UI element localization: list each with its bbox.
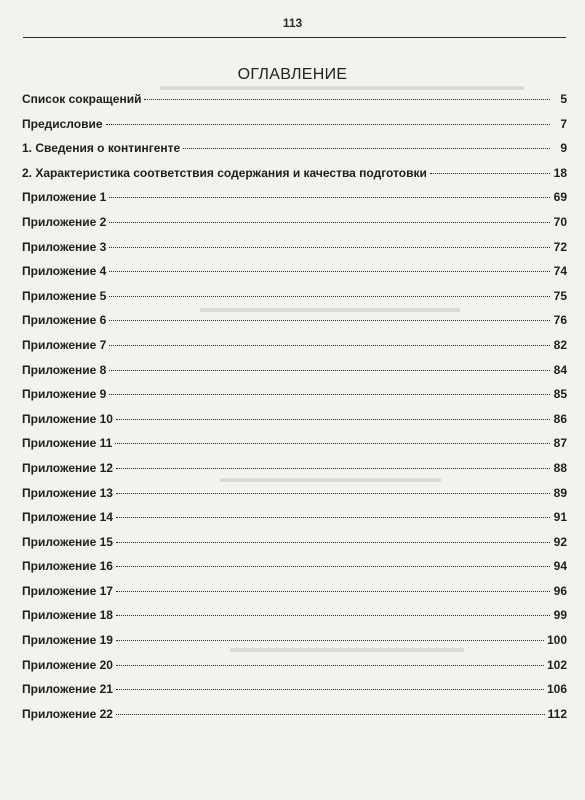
toc-dot-leader — [430, 173, 550, 174]
table-of-contents — [22, 92, 567, 731]
toc-dot-leader — [116, 714, 545, 715]
toc-entry-label: Приложение 6 — [22, 313, 107, 328]
toc-entry[interactable] — [22, 240, 567, 265]
toc-entry[interactable] — [22, 559, 567, 584]
toc-entry-label: Приложение 2 — [22, 214, 107, 229]
toc-entry-label: Приложение 19 — [22, 633, 113, 648]
toc-entry-page: 5 — [560, 92, 567, 106]
toc-dot-leader — [116, 419, 550, 420]
bleed-through-shadow: ▬▬▬▬▬▬▬▬▬▬▬▬▬▬▬▬▬▬ — [230, 640, 464, 655]
toc-entry[interactable] — [22, 436, 567, 461]
toc-dot-leader — [116, 542, 550, 543]
toc-entry[interactable] — [22, 92, 567, 117]
toc-entry-page: 82 — [553, 337, 567, 352]
toc-dot-leader — [109, 222, 550, 223]
toc-dot-leader — [106, 124, 550, 125]
toc-entry-label: Приложение 16 — [22, 559, 113, 574]
toc-dot-leader — [109, 345, 550, 346]
bleed-through-shadow: ▬▬▬▬▬▬▬▬▬▬▬▬▬▬▬▬▬▬▬▬▬▬▬▬▬▬▬▬ — [160, 78, 524, 93]
toc-entry-page: 85 — [553, 387, 567, 402]
toc-entry-label: 2. Характеристика соответствия содержания и качества подготовки — [22, 165, 427, 180]
toc-entry[interactable] — [22, 117, 567, 142]
toc-entry-page: 87 — [553, 436, 567, 451]
toc-entry-page: 76 — [553, 313, 567, 328]
toc-entry-page: 70 — [553, 214, 567, 229]
toc-dot-leader — [109, 247, 550, 248]
toc-entry-page: 74 — [553, 264, 567, 279]
page-number: 113 — [282, 16, 303, 30]
toc-dot-leader — [116, 566, 550, 567]
bleed-through-shadow: ▬▬▬▬▬▬▬▬▬▬▬▬▬▬▬▬▬▬▬▬ — [200, 300, 460, 315]
toc-dot-leader — [109, 320, 550, 321]
toc-entry[interactable] — [22, 166, 567, 191]
toc-entry-label: Приложение 1 — [22, 190, 107, 205]
toc-dot-leader — [109, 394, 550, 395]
toc-entry-label: Приложение 17 — [22, 583, 113, 598]
toc-entry-page: 89 — [553, 485, 567, 500]
toc-entry-page: 102 — [546, 657, 567, 672]
toc-entry-label: Приложение 9 — [22, 387, 107, 402]
toc-entry-page: 96 — [553, 583, 567, 598]
toc-entry[interactable] — [22, 141, 567, 166]
toc-entry-page: 7 — [560, 116, 567, 131]
toc-entry-page: 9 — [560, 141, 567, 156]
toc-entry-label: Приложение 18 — [22, 608, 113, 623]
toc-entry-label: Список сокращений — [22, 92, 142, 106]
toc-entry[interactable] — [22, 584, 567, 609]
toc-entry[interactable] — [22, 264, 567, 289]
toc-dot-leader — [109, 296, 550, 297]
toc-entry-page: 92 — [553, 534, 567, 549]
toc-entry-page: 94 — [553, 559, 567, 574]
toc-entry-label: Приложение 11 — [22, 436, 113, 451]
toc-entry[interactable] — [22, 412, 567, 437]
toc-entry-page: 72 — [553, 239, 567, 254]
toc-entry-label: Приложение 5 — [22, 288, 107, 303]
toc-title: ОГЛАВЛЕНИЕ — [237, 66, 348, 83]
toc-entry-label: Приложение 3 — [22, 239, 107, 254]
toc-dot-leader — [116, 468, 550, 469]
toc-entry[interactable] — [22, 363, 567, 388]
toc-entry-label: 1. Сведения о контингенте — [22, 141, 181, 156]
toc-dot-leader — [116, 615, 550, 616]
toc-entry[interactable] — [22, 486, 567, 511]
toc-entry-page: 99 — [553, 608, 567, 623]
toc-entry-page: 100 — [546, 633, 567, 648]
toc-dot-leader — [116, 517, 550, 518]
toc-entry-label: Приложение 20 — [22, 657, 113, 672]
toc-entry-page: 18 — [553, 165, 567, 180]
toc-entry-label: Предисловие — [22, 116, 103, 131]
toc-entry-label: Приложение 13 — [22, 485, 113, 500]
toc-dot-leader — [116, 689, 544, 690]
toc-dot-leader — [109, 370, 550, 371]
toc-entry[interactable] — [22, 608, 567, 633]
toc-dot-leader — [109, 271, 550, 272]
toc-entry-label: Приложение 10 — [22, 411, 113, 426]
toc-entry-label: Приложение 8 — [22, 362, 107, 377]
toc-dot-leader — [109, 197, 550, 198]
toc-entry[interactable] — [22, 289, 567, 314]
toc-entry-label: Приложение 21 — [22, 682, 113, 697]
toc-entry[interactable] — [22, 313, 567, 338]
toc-entry-page: 91 — [553, 510, 567, 525]
toc-entry-page: 86 — [553, 411, 567, 426]
toc-entry-label: Приложение 15 — [22, 534, 113, 549]
toc-entry-label: Приложение 4 — [22, 264, 107, 279]
toc-entry-page: 106 — [546, 682, 567, 697]
toc-entry-page: 112 — [547, 706, 567, 721]
toc-dot-leader — [116, 493, 550, 494]
toc-entry[interactable] — [22, 338, 567, 363]
toc-entry-label: Приложение 12 — [22, 460, 113, 475]
toc-dot-leader — [183, 148, 550, 149]
toc-entry[interactable] — [22, 633, 567, 658]
toc-dot-leader — [116, 591, 550, 592]
toc-entry-label: Приложение 22 — [22, 706, 113, 721]
bleed-through-shadow: ▬▬▬▬▬▬▬▬▬▬▬▬▬▬▬▬▬ — [220, 470, 441, 485]
toc-dot-leader — [116, 665, 544, 666]
toc-entry[interactable] — [22, 658, 567, 683]
toc-dot-leader — [116, 640, 544, 641]
toc-dot-leader — [115, 443, 550, 444]
toc-entry[interactable] — [22, 461, 567, 486]
toc-entry[interactable] — [22, 510, 567, 535]
header-rule — [23, 37, 566, 38]
toc-entry[interactable] — [22, 535, 567, 560]
toc-entry-page: 75 — [553, 288, 567, 303]
toc-entry-page: 69 — [553, 190, 567, 205]
toc-dot-leader — [144, 99, 550, 100]
toc-entry-label: Приложение 7 — [22, 337, 107, 352]
toc-entry[interactable] — [22, 190, 567, 215]
toc-entry-page: 84 — [553, 362, 567, 377]
toc-entry-label: Приложение 14 — [22, 510, 113, 525]
toc-entry[interactable] — [22, 682, 567, 707]
toc-entry[interactable] — [22, 215, 567, 240]
toc-entry-page: 88 — [553, 460, 567, 475]
toc-entry[interactable] — [22, 387, 567, 412]
toc-entry[interactable] — [22, 707, 567, 732]
